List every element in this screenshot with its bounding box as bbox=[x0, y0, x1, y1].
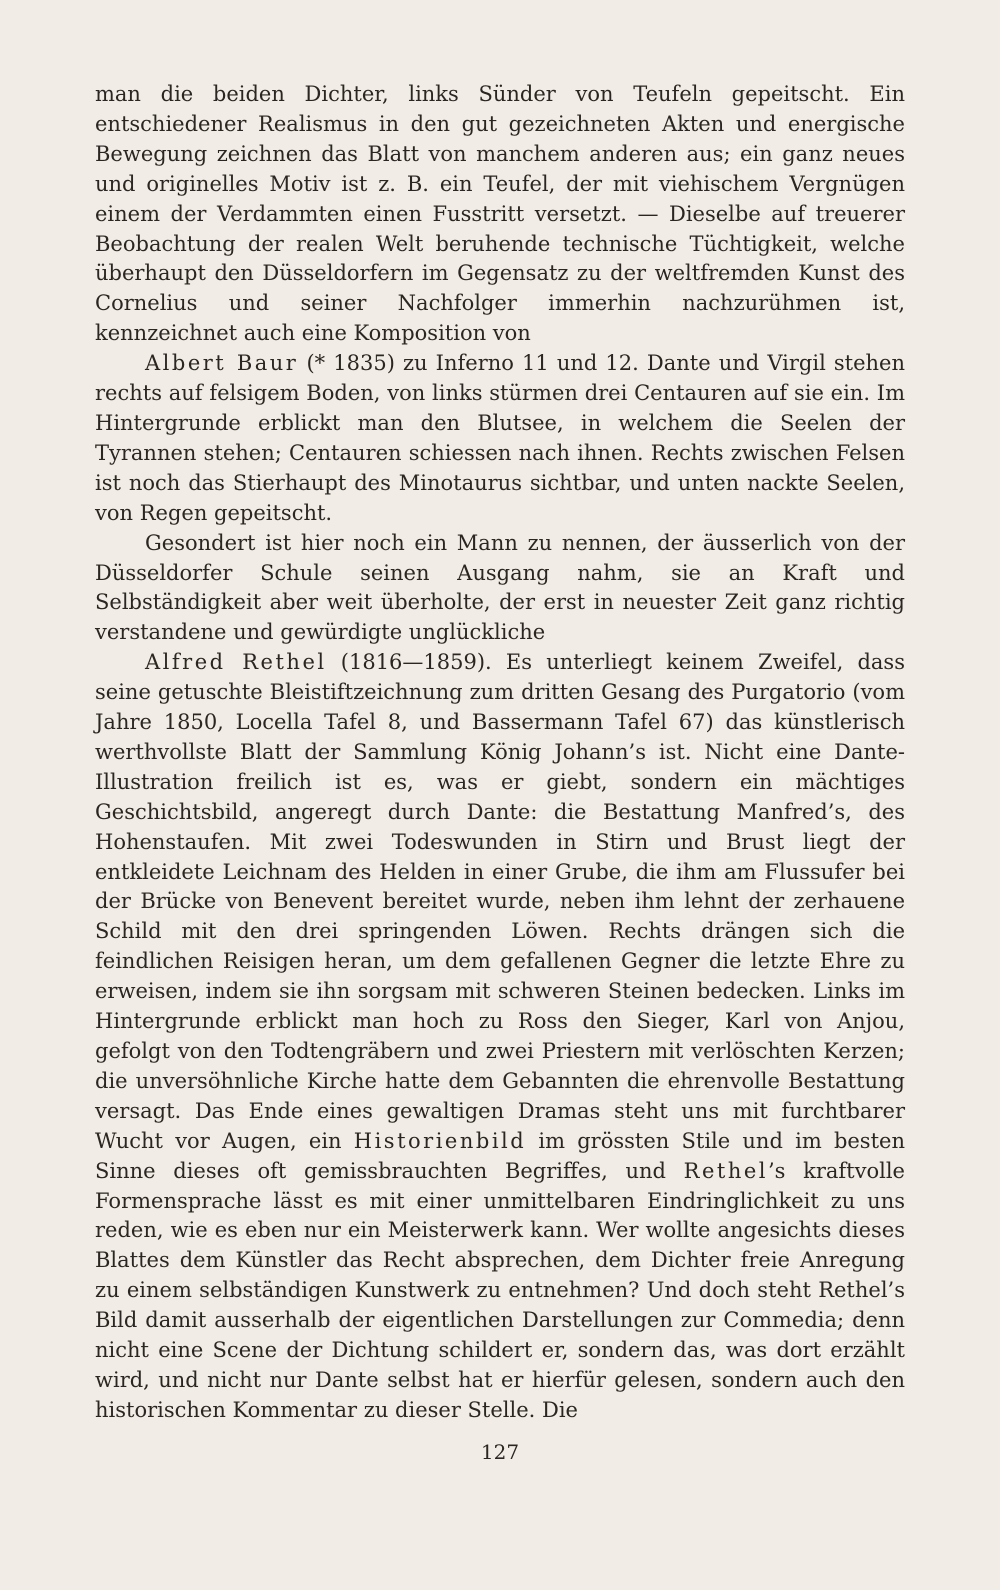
paragraph bbox=[95, 648, 905, 1426]
artist-name: Alfred Rethel bbox=[145, 650, 327, 675]
text-run: im grössten Stile und im besten Sinne dieses oft gemissbrauchten Begriffes, und bbox=[95, 1128, 905, 1183]
text-run: ’s kraftvolle Formensprache lässt es mit einer unmittelbaren Eindringlichkeit zu uns reden, wie es eben nur ein Meisterwerk kann. Wer wollte angesichts dieses Blattes dem Künstler das Recht absprechen, dem Dichter freie Anregung zu einem selbständigen Kunstwerk zu entnehmen? Und doch steht Rethel’s Bild damit ausserhalb der eigentlichen Darstellungen zur Commedia; denn nicht eine Scene der Dichtung schildert er, sondern das, was dort erzählt wird, und nicht nur Dante selbst hat er hierfür gelesen, sondern auch den historischen Kommentar zu dieser Stelle. Die bbox=[95, 1158, 905, 1422]
paragraph bbox=[95, 529, 905, 649]
text-run: Gesondert ist hier noch ein Mann zu nennen, der äusserlich von der Düsseldorfer Schule seinen Ausgang nahm, sie an Kraft und Selbständigkeit aber weit überholte, der erst in neuester Zeit ganz richtig verstandene und gewürdigte unglückliche bbox=[95, 530, 905, 645]
body-text bbox=[95, 80, 905, 1426]
text-run: (* 1835) zu Inferno 11 und 12. Dante und Virgil stehen rechts auf felsigem Boden, von links stürmen drei Centauren auf sie ein. Im Hintergrunde erblickt man den Blutsee, in welchem die Seelen der Tyrannen stehen; Centauren schiessen nach ihnen. Rechts zwischen Felsen ist noch das Stierhaupt des Minotaurus sichtbar, und unten nackte Seelen, von Regen gepeitscht. bbox=[95, 351, 906, 525]
paragraph bbox=[95, 349, 905, 528]
artist-name: Albert Baur bbox=[145, 351, 299, 376]
emphasis-term: Historienbild bbox=[353, 1128, 527, 1153]
paragraph bbox=[95, 80, 905, 349]
artist-name: Rethel bbox=[683, 1158, 768, 1183]
page-number: 127 bbox=[480, 1440, 520, 1464]
text-run: (1816—1859). Es unterliegt keinem Zweifel, dass seine getuschte Bleistiftzeichnung zum dritten Gesang des Purgatorio (vom Jahre 1850, Locella Tafel 8, und Bassermann Tafel 67) das künstlerisch werthvollste Blatt der Sammlung König Johann’s ist. Nicht eine Dante-Illustration freilich ist es, was er giebt, sondern ein mächtiges Geschichtsbild, angeregt durch Dante: die Bestattung Manfred’s, des Hohenstaufen. Mit zwei Todeswunden in Stirn und Brust liegt der entkleidete Leichnam des Helden in einer Grube, die ihm am Flussufer bei der Brücke von Benevent bereitet wurde, neben ihm lehnt der zerhauene Schild mit den drei springenden Löwen. Rechts drängen sich die feindlichen Reisigen heran, um dem gefallenen Gegner die letzte Ehre zu erweisen, indem sie ihn sorgsam mit schweren Steinen bedecken. Links im Hintergrunde erblickt man hoch zu Ross den Sieger, Karl von Anjou, gefolgt von den Todtengräbern und zwei Priestern mit verlöschten Kerzen; die unversöhnliche Kirche hatte dem Gebannten die ehrenvolle Bestattung versagt. Das Ende eines gewaltigen Dramas steht uns mit furchtbarer Wucht vor Augen, ein bbox=[95, 650, 905, 1153]
text-run: man die beiden Dichter, links Sünder von Teufeln gepeitscht. Ein entschiedener Realismus in den gut gezeichneten Akten und energische Bewegung zeichnen das Blatt von manchem anderen aus; ein ganz neues und originelles Motiv ist z. B. ein Teufel, der mit viehischem Vergnügen einem der Verdammten einen Fusstritt versetzt. — Dieselbe auf treuerer Beobachtung der realen Welt beruhende technische Tüchtigkeit, welche überhaupt den Düsseldorfern im Gegensatz zu der weltfremden Kunst des Cornelius und seiner Nachfolger immerhin nachzurühmen ist, kennzeichnet auch eine Komposition von bbox=[95, 82, 905, 346]
